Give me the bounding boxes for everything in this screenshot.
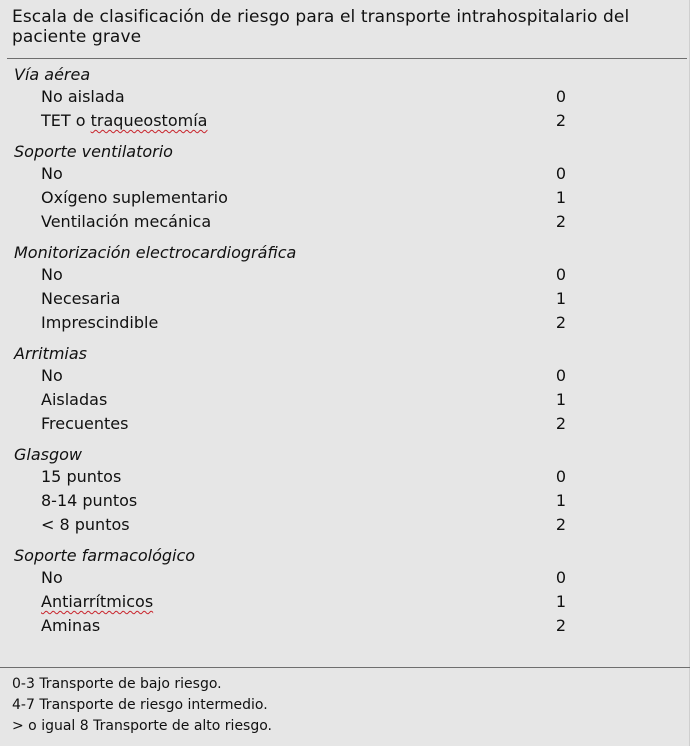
row-score: 2	[555, 515, 567, 534]
row-label: No	[41, 265, 63, 284]
row-score: 0	[555, 467, 567, 486]
table-row	[0, 412, 690, 436]
spellcheck-underlined-text: Antiarrítmicos	[41, 592, 154, 611]
table-row	[0, 465, 690, 489]
row-score: 2	[555, 313, 567, 332]
row-label: 15 puntos	[41, 467, 122, 486]
row-label: Frecuentes	[41, 414, 129, 433]
section-title: Vía aérea	[14, 65, 91, 84]
row-score: 0	[555, 568, 567, 587]
row-label: Aisladas	[41, 390, 108, 409]
section-monitorizacion	[0, 241, 690, 335]
footer-line-intermediate-risk: 4-7 Transporte de riesgo intermedio.	[12, 697, 268, 713]
section-title: Arritmias	[14, 344, 87, 363]
table-row	[0, 513, 690, 537]
row-label: Imprescindible	[41, 313, 159, 332]
section-soporte-farmacologico	[0, 544, 690, 638]
table-row	[0, 566, 690, 590]
table-title: Escala de clasificación de riesgo para el transporte intrahospitalario del paciente grave	[12, 7, 630, 47]
row-label: < 8 puntos	[41, 515, 130, 534]
row-score: 0	[555, 87, 567, 106]
row-score: 2	[555, 616, 567, 635]
table-row	[0, 489, 690, 513]
section-soporte-ventilatorio	[0, 140, 690, 234]
row-score: 1	[555, 289, 567, 308]
row-label: Necesaria	[41, 289, 121, 308]
row-score: 2	[555, 414, 567, 433]
table-row	[0, 388, 690, 412]
section-title: Monitorización electrocardiográfica	[14, 243, 297, 262]
row-label	[41, 109, 207, 133]
table-body	[0, 63, 690, 645]
section-via-aerea	[0, 63, 690, 133]
row-label: No	[41, 568, 63, 587]
table-row	[0, 85, 690, 109]
table-row	[0, 364, 690, 388]
row-score: 0	[555, 265, 567, 284]
table-row	[0, 614, 690, 638]
row-label: No	[41, 164, 63, 183]
row-score: 1	[555, 491, 567, 510]
row-score: 0	[555, 366, 567, 385]
row-label: Oxígeno suplementario	[41, 188, 228, 207]
row-score: 0	[555, 164, 567, 183]
section-arritmias	[0, 342, 690, 436]
row-label: No	[41, 366, 63, 385]
row-label	[41, 590, 153, 614]
footer-divider	[0, 667, 690, 668]
section-glasgow	[0, 443, 690, 537]
table-row	[0, 263, 690, 287]
table-row	[0, 109, 690, 133]
row-score: 2	[555, 111, 567, 130]
section-title: Glasgow	[14, 445, 83, 464]
row-score: 1	[555, 188, 567, 207]
table-row	[0, 590, 690, 614]
section-title: Soporte ventilatorio	[14, 142, 173, 161]
section-title: Soporte farmacológico	[14, 546, 196, 565]
row-score: 2	[555, 212, 567, 231]
footer-line-low-risk: 0-3 Transporte de bajo riesgo.	[12, 676, 222, 692]
row-label: Aminas	[41, 616, 101, 635]
table-row	[0, 162, 690, 186]
row-score: 1	[555, 390, 567, 409]
spellcheck-underlined-text: traqueostomía	[90, 111, 208, 130]
table-row	[0, 287, 690, 311]
row-label-text: TET o traqueostomía	[41, 111, 208, 130]
table-row	[0, 311, 690, 335]
table-row	[0, 210, 690, 234]
table-footer	[12, 674, 672, 737]
row-label: Ventilación mecánica	[41, 212, 212, 231]
row-score: 1	[555, 592, 567, 611]
row-label: 8-14 puntos	[41, 491, 138, 510]
footer-line-high-risk: > o igual 8 Transporte de alto riesgo.	[12, 718, 273, 734]
title-divider	[7, 58, 687, 59]
row-label: No aislada	[41, 87, 125, 106]
table-row	[0, 186, 690, 210]
